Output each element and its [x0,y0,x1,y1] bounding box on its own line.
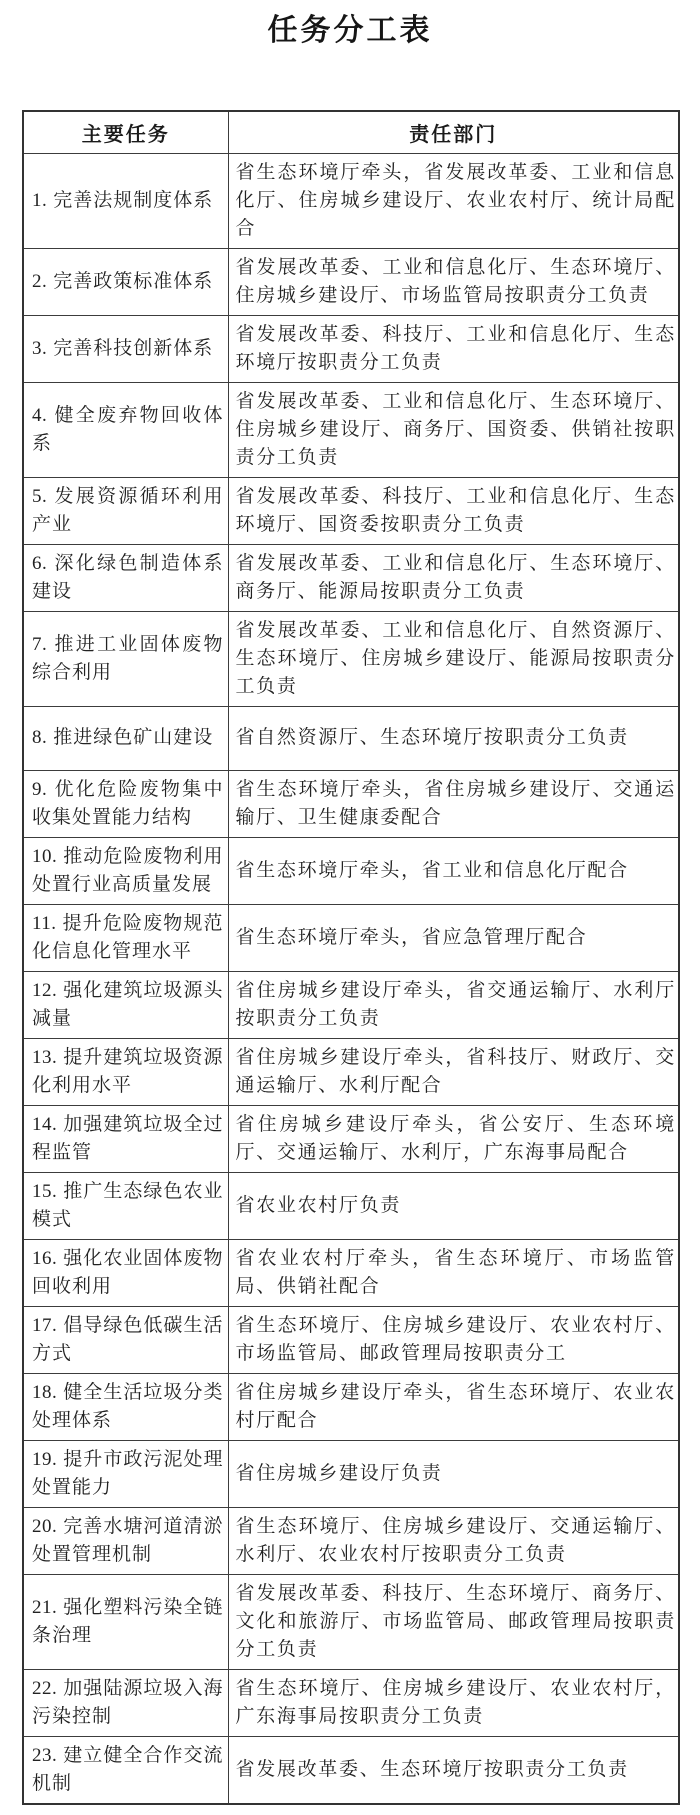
task-text: 提升市政污泥处理处置能力 [32,1448,224,1498]
dept-cell [228,904,679,971]
table-row [23,1038,679,1105]
row-number: 3. [32,337,48,359]
task-cell [23,477,228,544]
table-row [23,153,679,248]
dept-cell [228,1373,679,1440]
row-number: 18. [32,1381,58,1403]
dept-text: 省发展改革委、科技厅、工业和信息化厅、生态环境厅、国资委按职责分工负责 [235,485,676,535]
task-text: 倡导绿色低碳生活方式 [32,1314,224,1364]
table-row [23,611,679,706]
task-text: 优化危险废物集中收集处置能力结构 [32,778,224,828]
task-text: 完善水塘河道清淤处置管理机制 [32,1515,224,1565]
dept-text: 省发展改革委、工业和信息化厅、生态环境厅、住房城乡建设厅、商务厅、国资委、供销社按职责分工负责 [235,390,676,468]
task-text: 推进工业固体废物综合利用 [32,633,224,683]
table-row [23,1574,679,1669]
dept-text: 省农业农村厅牵头，省生态环境厅、市场监管局、供销社配合 [235,1247,676,1297]
table-row [23,1306,679,1373]
task-text: 推进绿色矿山建设 [53,727,214,748]
task-cell [23,1669,228,1736]
dept-cell [228,1440,679,1507]
dept-text: 省生态环境厅牵头，省发展改革委、工业和信息化厅、住房城乡建设厅、农业农村厅、统计局配合 [235,161,676,239]
task-cell [23,904,228,971]
task-cell [23,544,228,611]
row-number: 4. [32,404,48,426]
dept-text: 省住房城乡建设厅牵头，省生态环境厅、农业农村厅配合 [235,1381,676,1431]
task-cell [23,1172,228,1239]
row-number: 20. [32,1515,58,1537]
task-cell [23,770,228,837]
row-number: 15. [32,1180,58,1202]
dept-text: 省住房城乡建设厅负责 [235,1462,443,1484]
task-cell [23,248,228,315]
dept-cell [228,248,679,315]
table-row [23,248,679,315]
row-number: 14. [32,1113,58,1135]
dept-cell [228,770,679,837]
table-body [23,153,679,1804]
task-text: 加强建筑垃圾全过程监管 [32,1113,224,1163]
table-row [23,382,679,477]
task-text: 完善科技创新体系 [53,337,214,359]
row-number: 16. [32,1247,58,1269]
row-number: 10. [32,845,58,867]
dept-text: 省自然资源厅、生态环境厅按职责分工负责 [235,727,629,748]
table-row [23,770,679,837]
table-row [23,1105,679,1172]
table-row [23,706,679,770]
table-row [23,1669,679,1736]
dept-cell [228,1038,679,1105]
task-cell [23,1038,228,1105]
dept-cell [228,153,679,248]
table-row [23,1373,679,1440]
dept-text: 省生态环境厅、住房城乡建设厅、交通运输厅、水利厅、农业农村厅按职责分工负责 [235,1515,676,1565]
task-text: 发展资源循环利用产业 [32,485,224,535]
dept-cell [228,1669,679,1736]
dept-text: 省住房城乡建设厅牵头，省交通运输厅、水利厅按职责分工负责 [235,979,676,1029]
task-text: 深化绿色制造体系建设 [32,552,224,602]
dept-cell [228,1736,679,1804]
dept-text: 省生态环境厅、住房城乡建设厅、农业农村厅，广东海事局按职责分工负责 [235,1677,676,1727]
dept-text: 省住房城乡建设厅牵头，省公安厅、生态环境厅、交通运输厅、水利厅，广东海事局配合 [235,1113,676,1163]
table-row [23,904,679,971]
row-number: 22. [32,1677,58,1699]
task-text: 提升危险废物规范化信息化管理水平 [32,912,224,962]
dept-cell [228,1172,679,1239]
dept-cell [228,971,679,1038]
task-cell [23,1507,228,1574]
row-number: 5. [32,485,48,507]
dept-cell [228,1507,679,1574]
dept-text: 省发展改革委、生态环境厅按职责分工负责 [235,1758,629,1780]
task-text: 加强陆源垃圾入海污染控制 [32,1677,224,1727]
table-row [23,315,679,382]
task-text: 强化塑料污染全链条治理 [32,1596,224,1646]
task-cell [23,1105,228,1172]
dept-cell [228,382,679,477]
task-text: 完善法规制度体系 [53,189,214,211]
task-text: 健全废弃物回收体系 [32,404,224,454]
table-row [23,1507,679,1574]
dept-text: 省发展改革委、科技厅、生态环境厅、商务厅、文化和旅游厅、市场监管局、邮政管理局按职责分工负责 [235,1582,676,1660]
task-cell [23,1239,228,1306]
task-cell [23,1373,228,1440]
table-row [23,477,679,544]
dept-cell [228,706,679,770]
dept-text: 省发展改革委、科技厅、工业和信息化厅、生态环境厅按职责分工负责 [235,323,676,373]
row-number: 23. [32,1744,58,1766]
row-number: 1. [32,189,48,211]
task-text: 强化建筑垃圾源头减量 [32,979,224,1029]
dept-cell [228,1105,679,1172]
dept-cell [228,315,679,382]
row-number: 11. [32,912,57,934]
task-text: 推动危险废物利用处置行业高质量发展 [32,845,224,895]
task-text: 完善政策标准体系 [53,270,214,292]
dept-text: 省生态环境厅牵头，省应急管理厅配合 [235,926,588,948]
task-cell [23,1574,228,1669]
row-number: 12. [32,979,58,1001]
row-number: 21. [32,1596,58,1618]
dept-cell [228,837,679,904]
table-row [23,544,679,611]
task-text: 健全生活垃圾分类处理体系 [32,1381,224,1431]
dept-text: 省生态环境厅、住房城乡建设厅、农业农村厅、市场监管局、邮政管理局按职责分工 [235,1314,676,1364]
dept-text: 省生态环境厅牵头，省工业和信息化厅配合 [235,859,629,881]
table-row [23,1440,679,1507]
dept-cell [228,1306,679,1373]
task-division-table [22,110,680,1805]
header-row [23,111,679,153]
task-text: 提升建筑垃圾资源化利用水平 [32,1046,224,1096]
task-cell [23,611,228,706]
dept-cell [228,1574,679,1669]
table-row [23,1736,679,1804]
row-number: 9. [32,778,48,800]
row-number: 13. [32,1046,58,1068]
table-row [23,971,679,1038]
task-cell [23,1440,228,1507]
col-header-main-tasks: 主要任务 [23,111,228,153]
table-row [23,1239,679,1306]
row-number: 2. [32,270,48,292]
dept-cell [228,477,679,544]
table-row [23,837,679,904]
col-header-responsible-departments: 责任部门 [228,111,679,153]
page-title: 任务分工表 [267,14,433,47]
dept-text: 省农业农村厅负责 [235,1194,402,1216]
row-number: 17. [32,1314,58,1336]
dept-cell [228,1239,679,1306]
task-cell [23,382,228,477]
dept-cell [228,544,679,611]
task-cell [23,971,228,1038]
row-number: 7. [32,633,48,655]
task-cell [23,837,228,904]
task-text: 强化农业固体废物回收利用 [32,1247,224,1297]
dept-text: 省住房城乡建设厅牵头，省科技厅、财政厅、交通运输厅、水利厅配合 [235,1046,676,1096]
task-text: 推广生态绿色农业模式 [32,1180,224,1230]
row-number: 19. [32,1448,58,1470]
task-text: 建立健全合作交流机制 [32,1744,224,1794]
task-cell [23,1306,228,1373]
table-row [23,1172,679,1239]
row-number: 6. [32,552,48,574]
task-cell [23,315,228,382]
dept-text: 省生态环境厅牵头，省住房城乡建设厅、交通运输厅、卫生健康委配合 [235,778,676,828]
dept-text: 省发展改革委、工业和信息化厅、自然资源厅、生态环境厅、住房城乡建设厅、能源局按职责分工负责 [235,619,676,697]
task-cell [23,706,228,770]
dept-text: 省发展改革委、工业和信息化厅、生态环境厅、商务厅、能源局按职责分工负责 [235,552,676,602]
task-cell [23,1736,228,1804]
dept-cell [228,611,679,706]
dept-text: 省发展改革委、工业和信息化厅、生态环境厅、住房城乡建设厅、市场监管局按职责分工负责 [235,256,676,306]
row-number: 8. [32,727,48,748]
task-cell [23,153,228,248]
